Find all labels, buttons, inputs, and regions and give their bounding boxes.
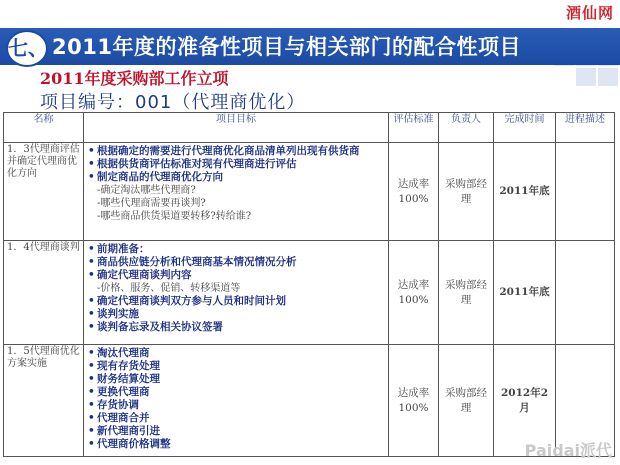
cell-progress: [556, 241, 615, 345]
cell-goals: [84, 345, 389, 457]
goal-item: • 财务结算处理: [88, 373, 384, 386]
cell-owner: 采购部经理: [439, 143, 494, 241]
goal-subitem: -确定淘汰哪些代理商?: [97, 185, 196, 196]
cell-name: 1．3代理商评估并确定代理商优化方向: [4, 143, 84, 241]
col-header-owner: 负责人: [439, 113, 494, 143]
goal-item: • 代理商合并: [88, 412, 384, 425]
cell-goals: [84, 143, 389, 241]
goal-item: • 根据供货商评估标准对现有代理商进行评估: [88, 158, 384, 171]
section-number-badge: 七、: [6, 30, 48, 67]
goal-item: • 谈判备忘录及相关协议签署: [88, 321, 384, 334]
table-header-row: [4, 113, 615, 143]
project-number: 项目编号：001（代理商优化）: [40, 92, 306, 113]
cell-time: 2012年2月: [494, 345, 556, 457]
cell-standard: 达成率100%: [389, 241, 439, 345]
goal-subitem: -哪些代理商需要再谈判?: [97, 198, 206, 209]
col-header-standard: 评估标准: [389, 113, 439, 143]
project-table: [3, 112, 615, 457]
goal-subitem: -价格、服务、促销、转移渠道等: [97, 283, 241, 294]
cell-owner: 采购部经理: [439, 241, 494, 345]
goal-item: • 淘汰代理商: [88, 347, 384, 360]
goal-item: • 现有存货处理: [88, 360, 384, 373]
goal-item: • 确定代理商谈判内容: [88, 269, 384, 282]
cell-standard: 达成率100%: [389, 345, 439, 457]
goal-item: • 谈判实施: [88, 308, 384, 321]
table-row: [4, 345, 615, 457]
col-header-name: 名称: [4, 113, 84, 143]
table-row: [4, 241, 615, 345]
cell-standard: 达成率100%: [389, 143, 439, 241]
goal-item: • 制定商品的代理商优化方向: [88, 171, 384, 184]
table-row: [4, 143, 615, 241]
cell-time: 2011年底: [494, 143, 556, 241]
cell-time: 2011年底: [494, 241, 556, 345]
cell-progress: [556, 143, 615, 241]
cell-name: 1．4代理商谈判: [4, 241, 84, 345]
col-header-time: 完成时间: [494, 113, 556, 143]
watermark: Paidai派代: [524, 441, 612, 460]
slide-title: 2011年度的准备性项目与相关部门的配合性项目: [52, 35, 521, 59]
section-banner: [0, 28, 620, 65]
goal-item: • 更换代理商: [88, 386, 384, 399]
goal-subitem: -哪些商品供货渠道要转移?转给谁?: [97, 211, 252, 222]
col-header-goals: 项目目标: [84, 113, 389, 143]
cell-name: 1．5代理商优化方案实施: [4, 345, 84, 457]
goal-item: • 新代理商引进: [88, 425, 384, 438]
cell-goals: [84, 241, 389, 345]
slide-subtitle: 2011年度采购部工作立项: [40, 69, 229, 88]
cell-owner: 采购部经理: [439, 345, 494, 457]
goal-item: • 代理商价格调整: [88, 438, 384, 451]
goal-item: • 根据确定的需要进行代理商优化商品清单列出现有供货商: [88, 145, 384, 158]
goal-item: • 确定代理商谈判双方参与人员和时间计划: [88, 295, 384, 308]
goal-item: • 存货协调: [88, 399, 384, 412]
goal-item: • 商品供应链分析和代理商基本情况情况分析: [88, 256, 384, 269]
col-header-progress: 进程描述: [556, 113, 615, 143]
goal-item: • 前期准备：: [88, 243, 384, 256]
brand-logo: 酒仙网: [565, 4, 614, 22]
